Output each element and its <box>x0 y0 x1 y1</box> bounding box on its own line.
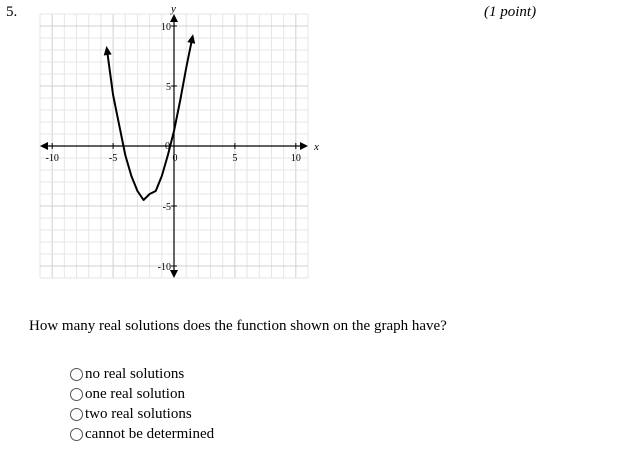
x-tick-label: 0 <box>172 153 178 164</box>
y-tick-label: 10 <box>161 22 171 33</box>
curve-arrow-left <box>104 46 112 55</box>
x-tick-label: -10 <box>45 153 59 164</box>
y-axis-label: y <box>171 4 176 15</box>
radio-button[interactable] <box>70 408 83 421</box>
point-value: (1 point) <box>484 4 537 20</box>
x-axis-arrow-left <box>40 142 48 150</box>
function-graph <box>32 4 327 292</box>
curve-arrow-right <box>187 34 195 44</box>
x-tick-label: 10 <box>290 153 301 164</box>
radio-button[interactable] <box>70 428 83 441</box>
option-two-real-solutions[interactable] <box>70 404 214 424</box>
y-axis-arrow-up <box>170 14 178 22</box>
x-tick-label: -5 <box>108 153 118 164</box>
option-label: no real solutions <box>85 365 185 382</box>
y-tick-label: -5 <box>162 202 171 213</box>
x-axis-arrow-right <box>300 142 308 150</box>
option-no-real-solutions[interactable] <box>70 364 214 384</box>
option-label: two real solutions <box>85 405 192 422</box>
y-tick-label: -10 <box>157 262 171 273</box>
option-cannot-be-determined[interactable] <box>70 424 214 444</box>
option-label: one real solution <box>85 385 185 402</box>
question-prompt: How many real solutions does the function shown on the graph have? <box>29 318 447 334</box>
x-tick-label: 5 <box>232 153 238 164</box>
option-label: cannot be determined <box>85 425 215 442</box>
answer-options <box>70 364 214 444</box>
question-number: 5. <box>6 4 18 20</box>
x-axis-label: x <box>314 141 319 153</box>
radio-button[interactable] <box>70 368 83 381</box>
y-axis-arrow-down <box>170 270 178 278</box>
radio-button[interactable] <box>70 388 83 401</box>
y-tick-label: 5 <box>166 82 171 93</box>
y-tick-label: 0 <box>165 141 170 152</box>
option-one-real-solution[interactable] <box>70 384 214 404</box>
